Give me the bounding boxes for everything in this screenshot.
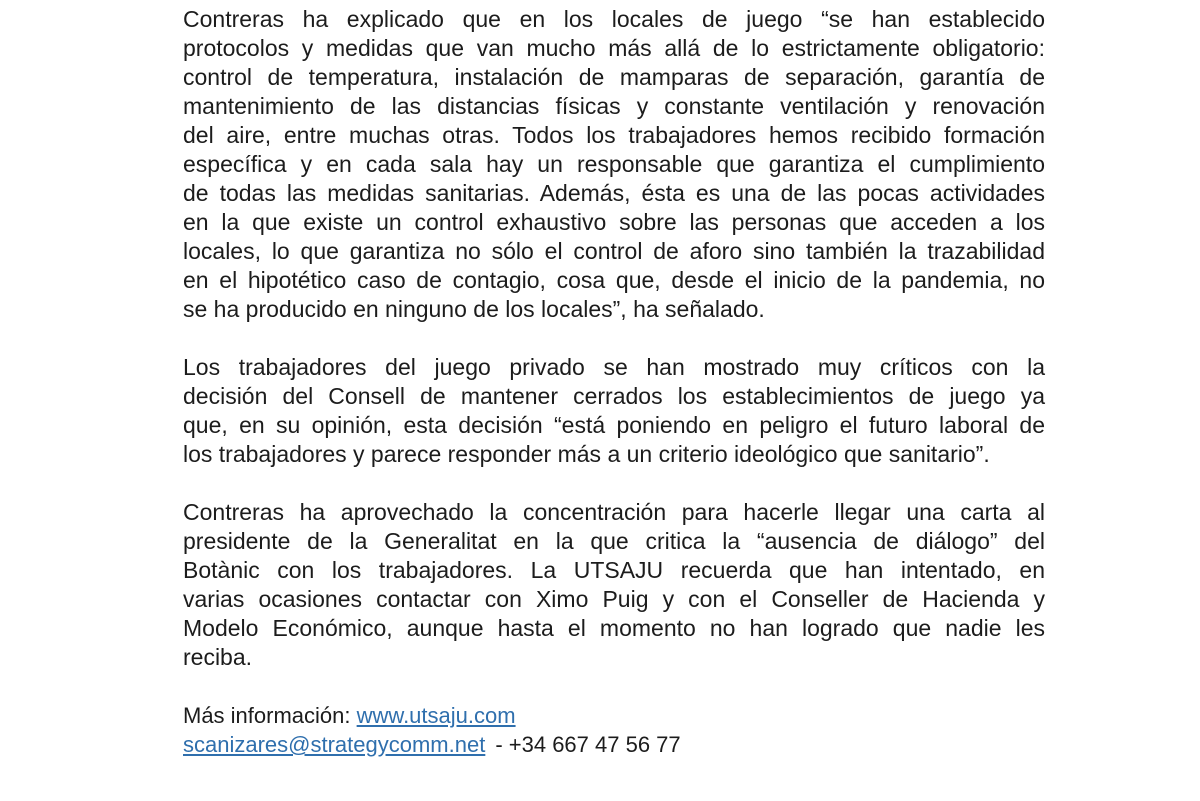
text-line: en el hipotético caso de contagio, cosa que, desde el inicio de la pandemia, no [183,267,1045,293]
text-column [183,5,1045,759]
text-line: control de temperatura, instalación de mamparas de separación, garantía de [183,64,1045,90]
text-line: del aire, entre muchas otras. Todos los trabajadores hemos recibido formación [183,122,1045,148]
text-line: de todas las medidas sanitarias. Además, ésta es una de las pocas actividades [183,180,1045,206]
website-link[interactable]: www.utsaju.com [356,703,516,728]
text-line: presidente de la Generalitat en la que critica la “ausencia de diálogo” del [183,528,1045,554]
email-link[interactable]: scanizares@strategycomm.net [183,732,486,757]
text-line: reciba. [183,644,253,670]
text-line: protocolos y medidas que van mucho más allá de lo estrictamente obligatorio: [183,35,1045,61]
text-line: varias ocasiones contactar con Ximo Puig y con el Conseller de Hacienda y [183,586,1045,612]
contact-details-line [183,730,1045,759]
text-line: Contreras ha explicado que en los locales de juego “se han establecido [183,6,1045,32]
text-line: Modelo Económico, aunque hasta el momento no han logrado que nadie les [183,615,1045,641]
paragraph [183,5,1045,324]
text-line: que, en su opinión, esta decisión “está poniendo en peligro el futuro laboral de [183,412,1045,438]
text-line: Botànic con los trabajadores. La UTSAJU recuerda que han intentado, en [183,557,1045,583]
paragraph [183,353,1045,469]
text-line: en la que existe un control exhaustivo sobre las personas que acceden a los [183,209,1045,235]
text-line: Contreras ha aprovechado la concentración para hacerle llegar una carta al [183,499,1045,525]
text-line: los trabajadores y parece responder más a un criterio ideológico que sanitario”. [183,441,990,467]
text-line: Los trabajadores del juego privado se han mostrado muy críticos con la [183,354,1045,380]
text-line: decisión del Consell de mantener cerrados los establecimientos de juego ya [183,383,1045,409]
more-info-label: Más información: [183,703,357,728]
paragraph [183,498,1045,672]
text-line: se ha producido en ninguno de los locales”, ha señalado. [183,296,765,322]
more-info-line [183,701,1045,730]
text-line: específica y en cada sala hay un responsable que garantiza el cumplimiento [183,151,1045,177]
contact-block [183,701,1045,759]
text-line: mantenimiento de las distancias físicas y constante ventilación y renovación [183,93,1045,119]
press-release-body [183,5,1045,672]
text-line: locales, lo que garantiza no sólo el control de aforo sino también la trazabilidad [183,238,1045,264]
phone-number: - +34 667 47 56 77 [495,732,681,757]
